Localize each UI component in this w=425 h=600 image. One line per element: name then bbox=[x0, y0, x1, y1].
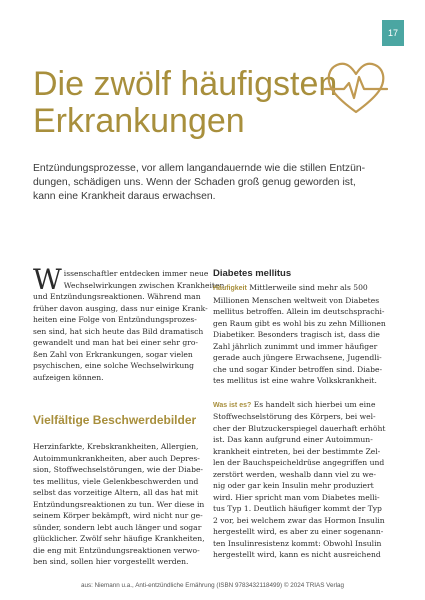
page-title-line-2: Erkrankungen bbox=[33, 102, 245, 140]
page-title-line-1: Die zwölf häufigsten bbox=[33, 65, 338, 103]
body-line bbox=[213, 282, 385, 295]
intro-line: dungen, schädigen uns. Wenn der Schaden groß genug geworden ist, bbox=[33, 177, 356, 188]
right-paragraph-2 bbox=[213, 399, 385, 561]
body-line: hergestellt wird, kann es nicht ausreichend bbox=[213, 550, 381, 559]
left-paragraph-1 bbox=[33, 263, 225, 383]
body-line: selbst das vorzeitige Altern, all das hat mit bbox=[33, 488, 199, 497]
body-line: 2 vor, bei welchem zwar das Hormon Insulin bbox=[213, 515, 385, 525]
body-line: Entzündungsreaktionen zu tun. Wer diese in bbox=[33, 499, 205, 509]
body-line: heiten eine Folge von Entzündungsprozes- bbox=[33, 315, 197, 324]
subheading-beschwerdebilder: Vielfältige Beschwerdebilder bbox=[33, 413, 197, 427]
intro-line: Entzündungsprozesse, vor allem langandauernde wie die stillen Entzün- bbox=[33, 163, 366, 174]
body-line: früher davon ausging, dass nur einige Krank- bbox=[33, 303, 208, 313]
body-line: Millionen Menschen weltweit von Diabetes bbox=[213, 295, 380, 305]
body-line: Autoimmunkrankheiten, aber auch Depres- bbox=[33, 453, 200, 463]
body-line: che und sogar Kinder betroffen sind. Diabe- bbox=[213, 364, 383, 374]
body-line: und Entzündungsreaktionen. Während man bbox=[33, 292, 201, 301]
body-line: glücklicher. Zwölf sehr häufige Krankheiten, bbox=[33, 534, 205, 543]
body-line: Stoffwechselstörung des Körpers, bei wel- bbox=[213, 412, 376, 421]
body-line: nig oder gar kein Insulin mehr produziert bbox=[213, 481, 374, 490]
intro-line: kann eine Krankheit daraus erwachsen. bbox=[33, 191, 216, 202]
body-line: seinem Körper bekämpft, wird nicht nur ge- bbox=[33, 511, 203, 520]
page-number-badge bbox=[382, 20, 404, 46]
left-column bbox=[33, 263, 225, 568]
body-line: sion, Stoffwechselstörungen, wie der Diabe- bbox=[33, 465, 203, 474]
right-paragraph-1 bbox=[213, 282, 385, 387]
body-line: tes mellitus, viele Gelenkbeschwerden und bbox=[33, 476, 199, 486]
body-line: mellitus betroffen. Allein im deutschsprachi- bbox=[213, 307, 385, 316]
body-line: Herzinfarkte, Krebskrankheiten, Allergien, bbox=[33, 442, 199, 451]
body-line: gerade auch jüngere Erwachsene, Jugendli- bbox=[213, 353, 382, 362]
drop-cap: W bbox=[33, 263, 62, 296]
body-line: ist. Das kann aufgrund einer Autoimmun- bbox=[213, 435, 373, 444]
body-line: cher der Blutzuckerspiegel dauerhaft erhöht bbox=[213, 423, 386, 433]
body-line: krankheit eintreten, bei der bestimmte Zel- bbox=[213, 446, 381, 456]
body-line: die eng mit Entzündungsreaktionen verwo- bbox=[33, 545, 200, 555]
footer-citation: aus: Niemann u.a., Anti-entzündliche Ernährung (ISBN 9783432118499) © 2024 TRIAS Verlag bbox=[80, 582, 345, 589]
body-line: tes mellitus ist eine wahre Volkskrankheit. bbox=[213, 376, 377, 385]
body-line bbox=[213, 399, 385, 412]
body-line: aufzeigen können. bbox=[33, 372, 104, 382]
body-line: ten Insulinresistenz kommt: Obwohl Insulin bbox=[213, 538, 382, 548]
body-line: hergestellt wird, es aber zu einer sogenann- bbox=[213, 527, 384, 536]
body-line: psychischen, eine solche Wechselwirkung bbox=[33, 361, 194, 370]
body-line: Zahl jährlich zunimmt und immer häufiger bbox=[213, 341, 378, 351]
keyword-was-ist-es: Was ist es? bbox=[213, 401, 252, 409]
intro-paragraph bbox=[33, 162, 385, 204]
page-title bbox=[33, 66, 337, 140]
heading-diabetes-mellitus: Diabetes mellitus bbox=[213, 268, 292, 279]
body-line: zerstört werden, weshalb dann viel zu we- bbox=[213, 469, 376, 479]
left-paragraph-2 bbox=[33, 441, 205, 568]
body-line: sünder, sondern lebt auch länger und sogar bbox=[33, 522, 202, 532]
heart-pulse-icon bbox=[324, 58, 388, 118]
body-line: gewandelt und man hat bei einer sehr gro- bbox=[33, 338, 198, 347]
body-line: Wechselwirkungen zwischen Krankheiten bbox=[63, 280, 225, 290]
body-line: wird. Hier spricht man vom Diabetes melli- bbox=[213, 492, 380, 502]
right-column bbox=[213, 268, 385, 561]
page-number: 17 bbox=[387, 28, 398, 38]
body-line: issenschaftler entdecken immer neue bbox=[63, 269, 209, 278]
body-line: ßen Zahl von Erkrankungen, sogar vielen bbox=[33, 349, 193, 359]
body-line: tus Typ 1. Deutlich häufiger kommt der Typ bbox=[213, 504, 382, 513]
body-line-text: Mittlerweile sind mehr als 500 bbox=[249, 283, 368, 292]
body-line: gen Raum gibt es wohl bis zu zehn Millionen bbox=[213, 318, 386, 328]
body-line-text: Es handelt sich hierbei um eine bbox=[253, 399, 376, 409]
body-line: Diabetiker. Besonders tragisch ist, dass die bbox=[213, 330, 380, 339]
body-line: ben sind, sollen hier vorgestellt werden. bbox=[33, 557, 189, 566]
body-line: sen sind, hat sich heute das Bild dramatisch bbox=[33, 326, 204, 336]
body-line: len der Bauchspeicheldrüse angegriffen und bbox=[213, 458, 385, 467]
keyword-haeufigkeit: Häufigkeit bbox=[213, 285, 247, 292]
